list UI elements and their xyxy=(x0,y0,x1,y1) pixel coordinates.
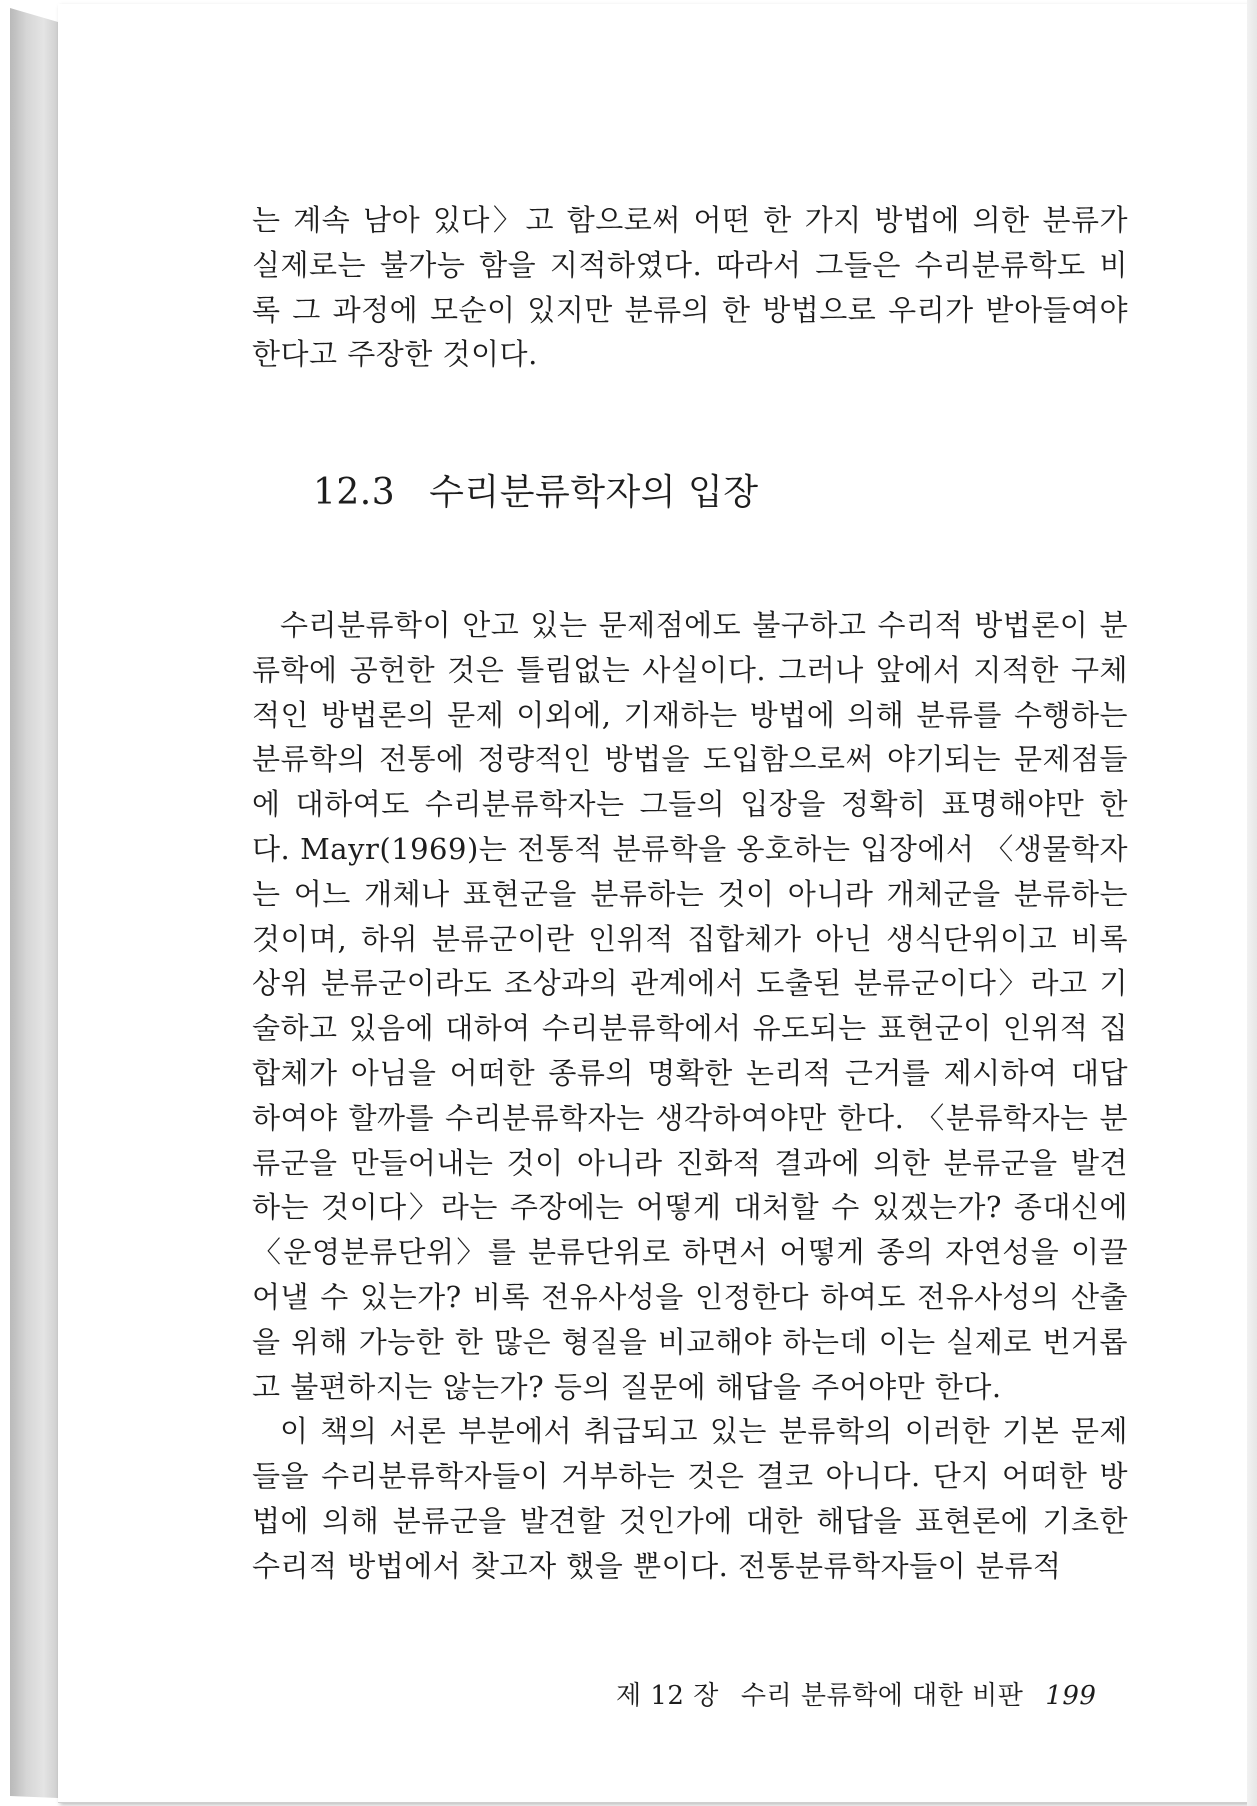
main-text-block xyxy=(252,603,1128,1589)
paragraph: 이 책의 서론 부분에서 취급되고 있는 분류학의 이러한 기본 문제들을 수리분류학자들이 거부하는 것은 결코 아니다. 단지 어떠한 방법에 의해 분류군을 발견할 것인가에 대한 해답을 표현론에 기초한 수리적 방법에서 찾고자 했을 뿐이다. 전통분류학자들이 분류적 xyxy=(252,1414,1128,1583)
section-number: 12.3 xyxy=(313,472,396,513)
page-edge xyxy=(1247,0,1257,1806)
running-footer xyxy=(616,1675,1096,1712)
paragraph-continuation: 는 계속 남아 있다〉고 함으로써 어떤 한 가지 방법에 의한 분류가 실제로는 불가능 함을 지적하였다. 따라서 그들은 수리분류학도 비록 그 과정에 모순이 있지만 분류의 한 방법으로 우리가 받아들여야 한다고 주장한 것이다. xyxy=(252,203,1128,372)
section-title: 수리분류학자의 입장 xyxy=(429,472,759,513)
section-heading xyxy=(313,464,759,515)
footer-title: 수리 분류학에 대한 비판 xyxy=(740,1681,1024,1711)
top-text-block xyxy=(252,198,1128,377)
paragraph: 수리분류학이 안고 있는 문제점에도 불구하고 수리적 방법론이 분류학에 공헌한 것은 틀림없는 사실이다. 그러나 앞에서 지적한 구체적인 방법론의 문제 이외에, 기재하는 방법에 의해 분류를 수행하는 분류학의 전통에 정량적인 방법을 도입함으로써 야기되는 문제점들에 대하여도 수리분류학자는 그들의 입장을 정확히 표명해야만 한다. Mayr(1969)는 전통적 분류학을 옹호하는 입장에서 〈생물학자는 어느 개체나 표현군을 분류하는 것이 아니라 개체군을 분류하는 것이며, 하위 분류군이란 인위적 집합체가 아닌 생식단위이고 비록 상위 분류군이라도 조상과의 관계에서 도출된 분류군이다〉라고 기술하고 있음에 대하여 수리분류학에서 유도되는 표현군이 인위적 집합체가 아님을 어떠한 종류의 명확한 논리적 근거를 제시하여 대답하여야 할까를 수리분류학자는 생각하여야만 한다. 〈분류학자는 분류군을 만들어내는 것이 아니라 진화적 결과에 의한 분류군을 발견하는 것이다〉라는 주장에는 어떻게 대처할 수 있겠는가? 종대신에 〈운영분류단위〉를 분류단위로 하면서 어떻게 종의 자연성을 이끌어낼 수 있는가? 비록 전유사성을 인정한다 하여도 전유사성의 산출을 위해 가능한 한 많은 형질을 비교해야 하는데 이는 실제로 번거롭고 불편하지는 않는가? 등의 질문에 해답을 주어야만 한다. xyxy=(252,608,1128,1404)
book-spine xyxy=(10,8,58,1798)
footer-chapter: 제 12 장 xyxy=(616,1681,719,1711)
page-number: 199 xyxy=(1045,1681,1097,1711)
